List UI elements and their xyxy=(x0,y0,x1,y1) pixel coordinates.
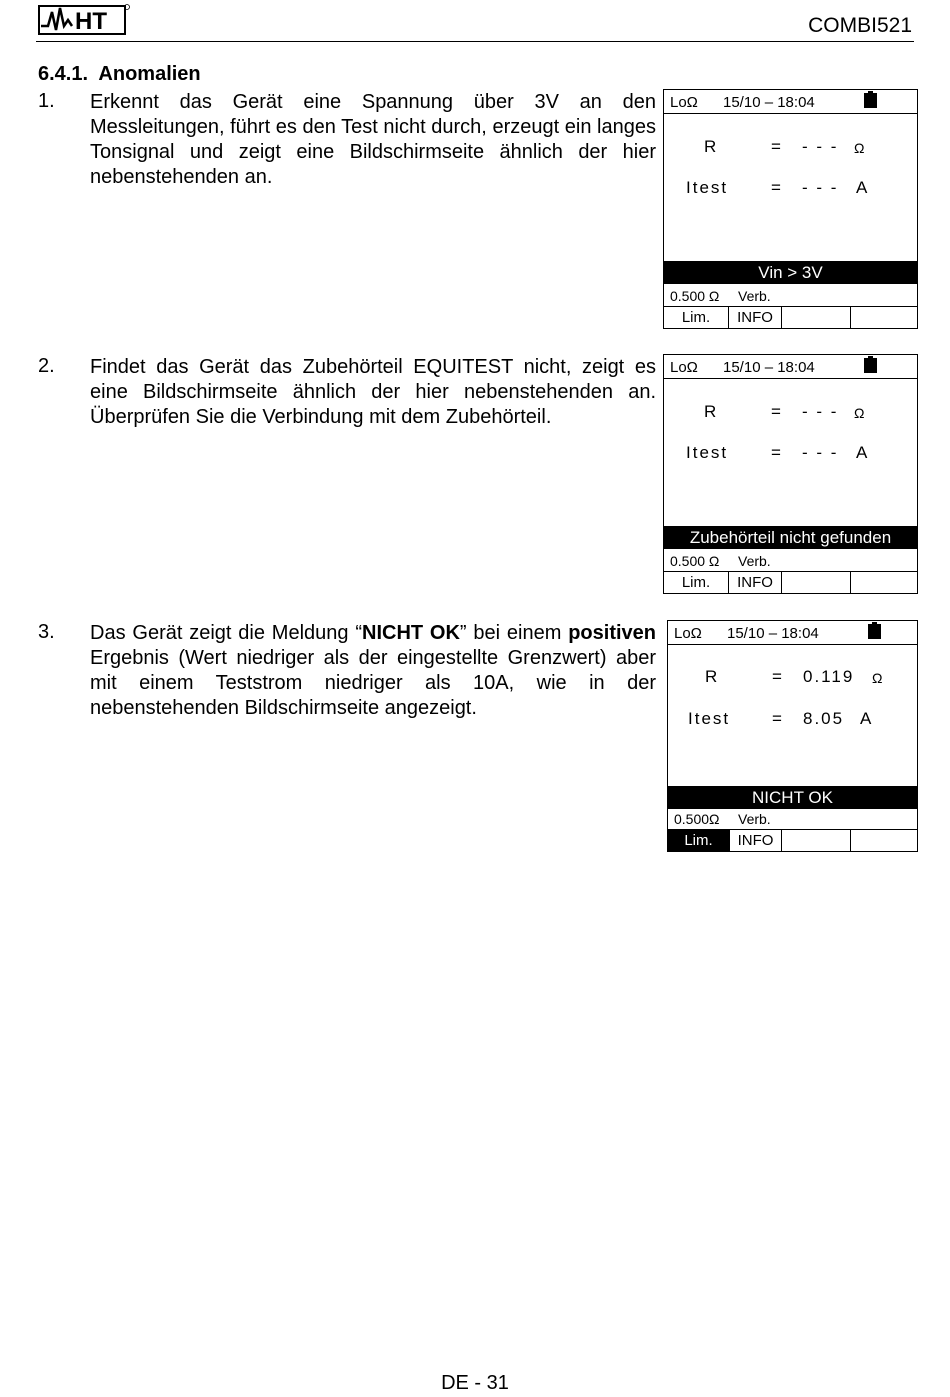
resistance-label: R xyxy=(705,667,720,686)
verb-label: Verb. xyxy=(738,553,771,569)
lim-softkey[interactable]: Lim. xyxy=(668,830,730,851)
resistance-row xyxy=(664,137,917,159)
resistance-label: R xyxy=(704,402,719,421)
equals-sign: = xyxy=(772,709,784,728)
resistance-unit: Ω xyxy=(872,670,885,686)
status-message: NICHT OK xyxy=(668,786,917,809)
measure-mode: LoΩ xyxy=(674,625,702,642)
measure-mode: LoΩ xyxy=(670,359,698,376)
current-row xyxy=(664,178,917,200)
item-text: Erkennt das Gerät eine Spannung über 3V an den Messleitungen, führt es den Test nicht durch, erzeugt ein langes Tonsignal und zeigt eine Bildschirmseite ähnlich der hier nebenstehenden an. xyxy=(90,91,656,188)
current-row xyxy=(664,443,917,465)
logo-text: HT xyxy=(75,8,107,35)
equals-sign: = xyxy=(771,402,783,421)
current-value: - - - xyxy=(802,443,839,462)
equals-sign: = xyxy=(771,178,783,197)
limit-value: 0.500 Ω xyxy=(670,553,720,569)
resistance-row xyxy=(668,667,917,689)
battery-icon xyxy=(864,91,877,108)
info-softkey[interactable]: INFO xyxy=(730,830,782,851)
measure-mode: LoΩ xyxy=(670,94,698,111)
date-time: 15/10 – 18:04 xyxy=(727,625,819,642)
softkey-bar xyxy=(664,572,917,593)
current-unit: A xyxy=(860,709,874,728)
section-title: 6.4.1. Anomalien xyxy=(38,63,201,85)
current-unit: A xyxy=(856,443,870,462)
limit-value: 0.500Ω xyxy=(674,811,720,827)
lim-softkey[interactable]: Lim. xyxy=(664,307,729,328)
resistance-value: 0.119 xyxy=(803,667,855,686)
softkey-bar xyxy=(664,307,917,328)
item-text-part: ” bei einem xyxy=(459,622,569,644)
resistance-unit: Ω xyxy=(854,140,867,156)
date-time: 15/10 – 18:04 xyxy=(723,94,815,111)
softkey-bar xyxy=(668,830,917,851)
item-number: 1. xyxy=(38,90,55,112)
header-divider xyxy=(36,41,914,42)
instrument-screen xyxy=(663,354,918,594)
current-label: Itest xyxy=(686,443,729,462)
resistance-value: - - - xyxy=(802,402,839,421)
lim-softkey[interactable]: Lim. xyxy=(664,572,729,593)
equals-sign: = xyxy=(771,137,783,156)
resistance-row xyxy=(664,402,917,424)
item-text-part: Ergebnis (Wert niedriger als der eingestellte Grenzwert) aber mit einem Teststrom niedriger als 10A, wie in der nebenstehenden Bildschirmseite angezeigt. xyxy=(90,647,656,719)
info-softkey[interactable]: INFO xyxy=(729,307,782,328)
date-time: 15/10 – 18:04 xyxy=(723,359,815,376)
item-text: Findet das Gerät das Zubehörteil EQUITEST nicht, zeigt es eine Bildschirmseite ähnlich der hier nebenstehenden an. Überprüfen Sie die Verbindung mit dem Zubehörteil. xyxy=(90,356,656,428)
screen-header xyxy=(664,355,917,379)
item-number: 2. xyxy=(38,355,55,377)
equals-sign: = xyxy=(771,443,783,462)
verb-label: Verb. xyxy=(738,811,771,827)
empty-softkey[interactable] xyxy=(782,307,851,328)
instrument-screen xyxy=(667,620,918,852)
status-message: Zubehörteil nicht gefunden xyxy=(664,526,917,549)
current-unit: A xyxy=(856,178,870,197)
resistance-unit: Ω xyxy=(854,405,867,421)
page-number: DE - 31 xyxy=(441,1372,509,1394)
equals-sign: = xyxy=(772,667,784,686)
current-label: Itest xyxy=(688,709,731,728)
screen-header xyxy=(668,621,917,645)
empty-softkey[interactable] xyxy=(782,572,851,593)
current-value: 8.05 xyxy=(803,709,845,728)
parameter-row xyxy=(664,284,917,307)
current-label: Itest xyxy=(686,178,729,197)
battery-icon xyxy=(864,356,877,373)
item-text-bold: positiven xyxy=(568,622,656,644)
status-message: Vin > 3V xyxy=(664,261,917,284)
current-row xyxy=(668,709,917,731)
resistance-label: R xyxy=(704,137,719,156)
parameter-row xyxy=(664,549,917,572)
ht-logo xyxy=(38,2,130,36)
verb-label: Verb. xyxy=(738,288,771,304)
limit-value: 0.500 Ω xyxy=(670,288,720,304)
info-softkey[interactable]: INFO xyxy=(729,572,782,593)
battery-icon xyxy=(868,622,881,639)
ht-logo-graphic xyxy=(38,2,130,36)
screen-header xyxy=(664,90,917,114)
parameter-row xyxy=(668,809,917,830)
empty-softkey[interactable] xyxy=(782,830,851,851)
model-name: COMBI521 xyxy=(808,14,912,37)
item-number: 3. xyxy=(38,621,55,643)
instrument-screen xyxy=(663,89,918,329)
resistance-value: - - - xyxy=(802,137,839,156)
item-text xyxy=(90,621,656,721)
item-text-part: Das Gerät zeigt die Meldung “ xyxy=(90,622,362,644)
current-value: - - - xyxy=(802,178,839,197)
item-text-bold: NICHT OK xyxy=(362,622,460,644)
